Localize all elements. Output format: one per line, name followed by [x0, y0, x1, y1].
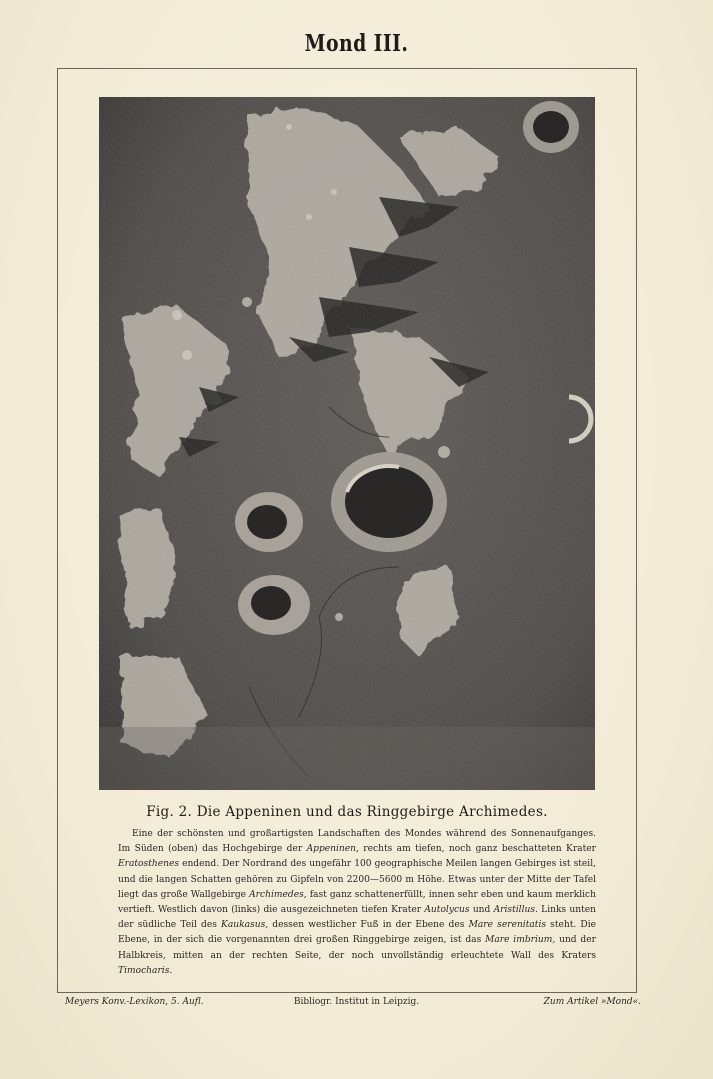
crater-autolycus	[235, 492, 303, 552]
caption-text-run: fast ganz schattenerfüllt, innen sehr eben und kaum merklich vertieft. Westlich davon (links) die ausgezeichneten tiefen Krater	[118, 889, 596, 916]
caption-text-run: und	[469, 905, 494, 916]
figure-caption-title: Fig. 2. Die Appeninen und das Ringgebirge Archimedes.	[146, 804, 548, 820]
caption-text-run: Eine der schönsten und großartigsten Landschaften des Mondes während des Sonnenaufganges. Im Süden (oben) das Hochgebirge der	[118, 829, 596, 855]
caption-text-run: steht. Die Ebene, in der sich die vorgenannten drei großen Ringgebirge zeigen, ist das	[118, 920, 597, 946]
caption-text-run: rechts am tiefen, noch ganz beschatteten Krater	[358, 844, 596, 855]
moon-surface-drawing	[99, 97, 595, 790]
caption-text-run: und der Halbkreis, mitten an der rechten Seite, der noch unvollständig erleuchtete Wall des Kraters	[118, 935, 596, 961]
caption-italic-term: Mare serenitatis	[468, 920, 547, 931]
footer-institute: Bibliogr. Institut in Leipzig.	[293, 997, 420, 1007]
caption-italic-term: Eratosthenes	[118, 859, 180, 870]
crater-eratosthenes	[523, 101, 579, 153]
caption-italic-term: Autolycus	[424, 905, 470, 916]
plate-title: Mond III.	[304, 30, 409, 57]
crater-archimedes	[331, 452, 447, 552]
caption-italic-term: Appeninen,	[306, 844, 359, 855]
figure-caption-text	[118, 827, 596, 979]
caption-text-run: dessen westlicher Fuß in der Ebene des	[268, 920, 469, 931]
caption-italic-term: Timocharis.	[118, 965, 173, 976]
caption-italic-term: Kaukasus,	[221, 920, 269, 931]
footer-publisher: Meyers Konv.-Lexikon, 5. Aufl.	[65, 997, 204, 1007]
caption-italic-term: Mare imbrium,	[485, 935, 556, 946]
caption-text-run: endend. Der Nordrand des ungefähr 100 geographische Meilen langen Gebirges ist steil, und die langen Schatten gehören zu Gipfeln von 2200—5600 m Höhe. Etwas unter der Mitte der Tafel liegt das große Wallgebirge	[118, 859, 596, 900]
moon-illustration	[99, 97, 595, 790]
footer-article-ref: Zum Artikel »Mond«.	[543, 997, 641, 1007]
crater-aristillus	[238, 575, 310, 635]
caption-text-run: Links unten der südliche Teil des	[118, 905, 596, 931]
caption-italic-term: Archimedes,	[249, 889, 307, 900]
caption-italic-term: Aristillus.	[493, 905, 538, 916]
